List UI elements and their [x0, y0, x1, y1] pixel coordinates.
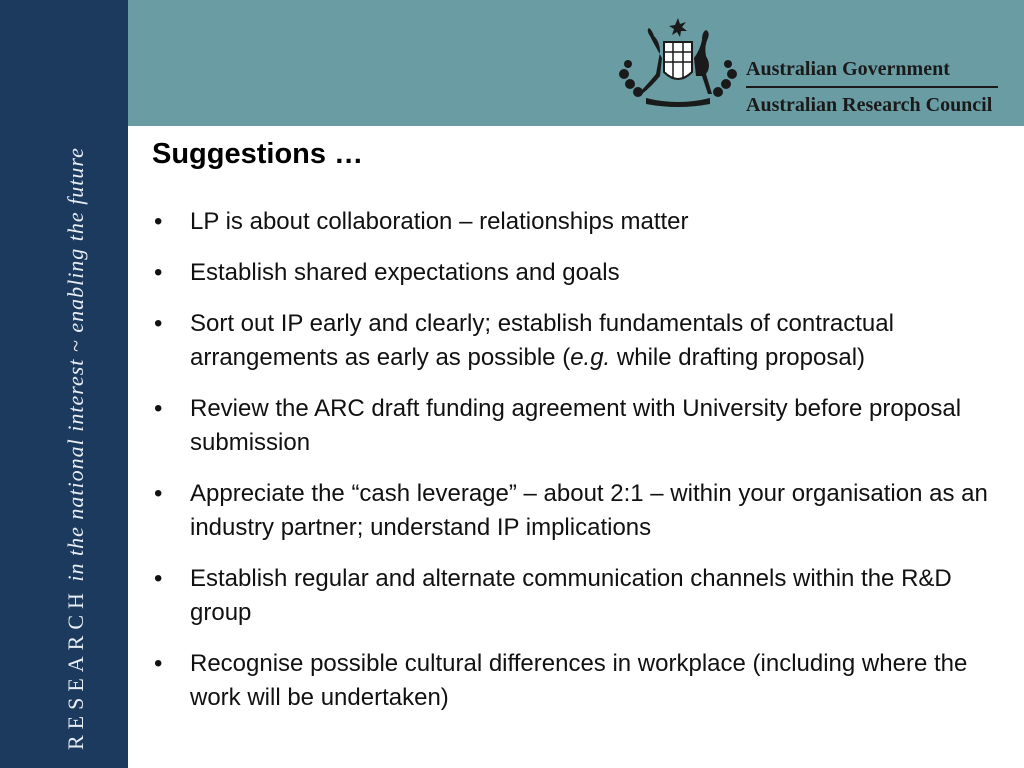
slide-title: Suggestions … — [152, 138, 364, 170]
bullet-item: • Review the ARC draft funding agreement with University before proposal submission — [152, 392, 1002, 460]
sidebar-motto — [58, 147, 94, 750]
arc-logo — [616, 14, 1006, 114]
bullet-text: while drafting proposal) — [610, 344, 866, 371]
government-name: Australian Government — [746, 58, 950, 80]
bullet-item: • Establish shared expectations and goals — [152, 256, 1002, 290]
bullet-item: • LP is about collaboration – relationships matter — [152, 205, 1002, 239]
council-name: Australian Research Council — [746, 94, 993, 116]
sidebar-motto-text: in the national interest ~ enabling the future — [63, 147, 88, 582]
bullet-emphasis: e.g. — [570, 344, 611, 371]
bullet-list — [152, 205, 1002, 732]
bullet-text: Sort out IP early and clearly; establish fundamentals of contractual arrangements as early as possible ( — [190, 310, 894, 371]
bullet-item: • Appreciate the “cash leverage” – about 2:1 – within your organisation as an industry partner; understand IP implications — [152, 477, 1002, 545]
bullet-item: • Recognise possible cultural differences in workplace (including where the work will be undertaken) — [152, 647, 1002, 715]
sidebar-banner — [0, 0, 128, 768]
coat-of-arms-icon — [616, 14, 740, 110]
sidebar-word: RESEARCH — [63, 587, 88, 750]
bullet-item — [152, 307, 1002, 375]
bullet-item: • Establish regular and alternate communication channels within the R&D group — [152, 562, 1002, 630]
logo-divider — [746, 86, 998, 88]
